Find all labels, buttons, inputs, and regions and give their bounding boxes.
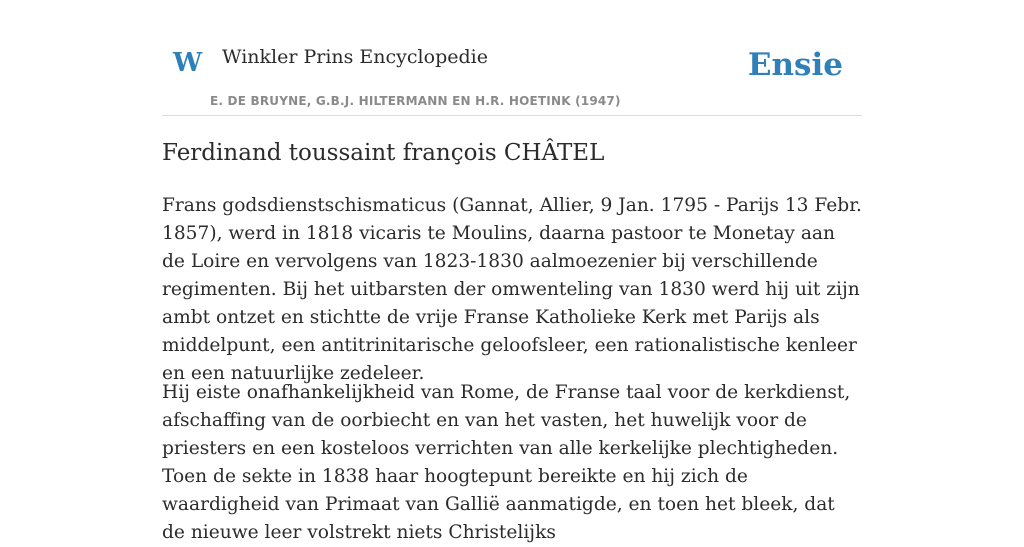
source-header	[162, 0, 862, 116]
winkler-prins-logo: W	[173, 48, 203, 78]
source-authors: E. DE BRUYNE, G.B.J. HILTERMANN EN H.R. HOETINK (1947)	[210, 94, 621, 108]
article-paragraph: Hij eiste onafhankelijkheid van Rome, de Franse taal voor de kerkdienst, afschaffing van de oorbiecht en van het vasten, het huwelijk voor de priesters en een kosteloos verrichten van alle kerkelijke plechtigheden. Toen de sekte in 1838 haar hoogtepunt bereikte en hij zich de waardigheid van Primaat van Gallië aanmatigde, en toen het bleek, dat de nieuwe leer volstrekt niets Christelijks	[162, 382, 851, 543]
article-paragraph: Frans godsdienstschismaticus (Gannat, Allier, 9 Jan. 1795 - Parijs 13 Febr. 1857), werd in 1818 vicaris te Moulins, daarna pastoor te Monetay aan de Loire en vervolgens van 1823-1830 aalmoezenier bij verschillende regimenten. Bij het uitbarsten der omwenteling van 1830 werd hij uit zijn ambt ontzet en stichtte de vrije Franse Katholieke Kerk met Parijs als middelpunt, een antitrinitarische geloofsleer, een rationalistische kenleer en een natuurlijke zedeleer.	[162, 195, 862, 384]
article-page	[162, 0, 862, 543]
ensie-logo[interactable]: Ensie	[747, 47, 843, 83]
source-title[interactable]: Winkler Prins Encyclopedie	[222, 46, 488, 68]
article-title: Ferdinand toussaint françois CHÂTEL	[162, 140, 605, 166]
